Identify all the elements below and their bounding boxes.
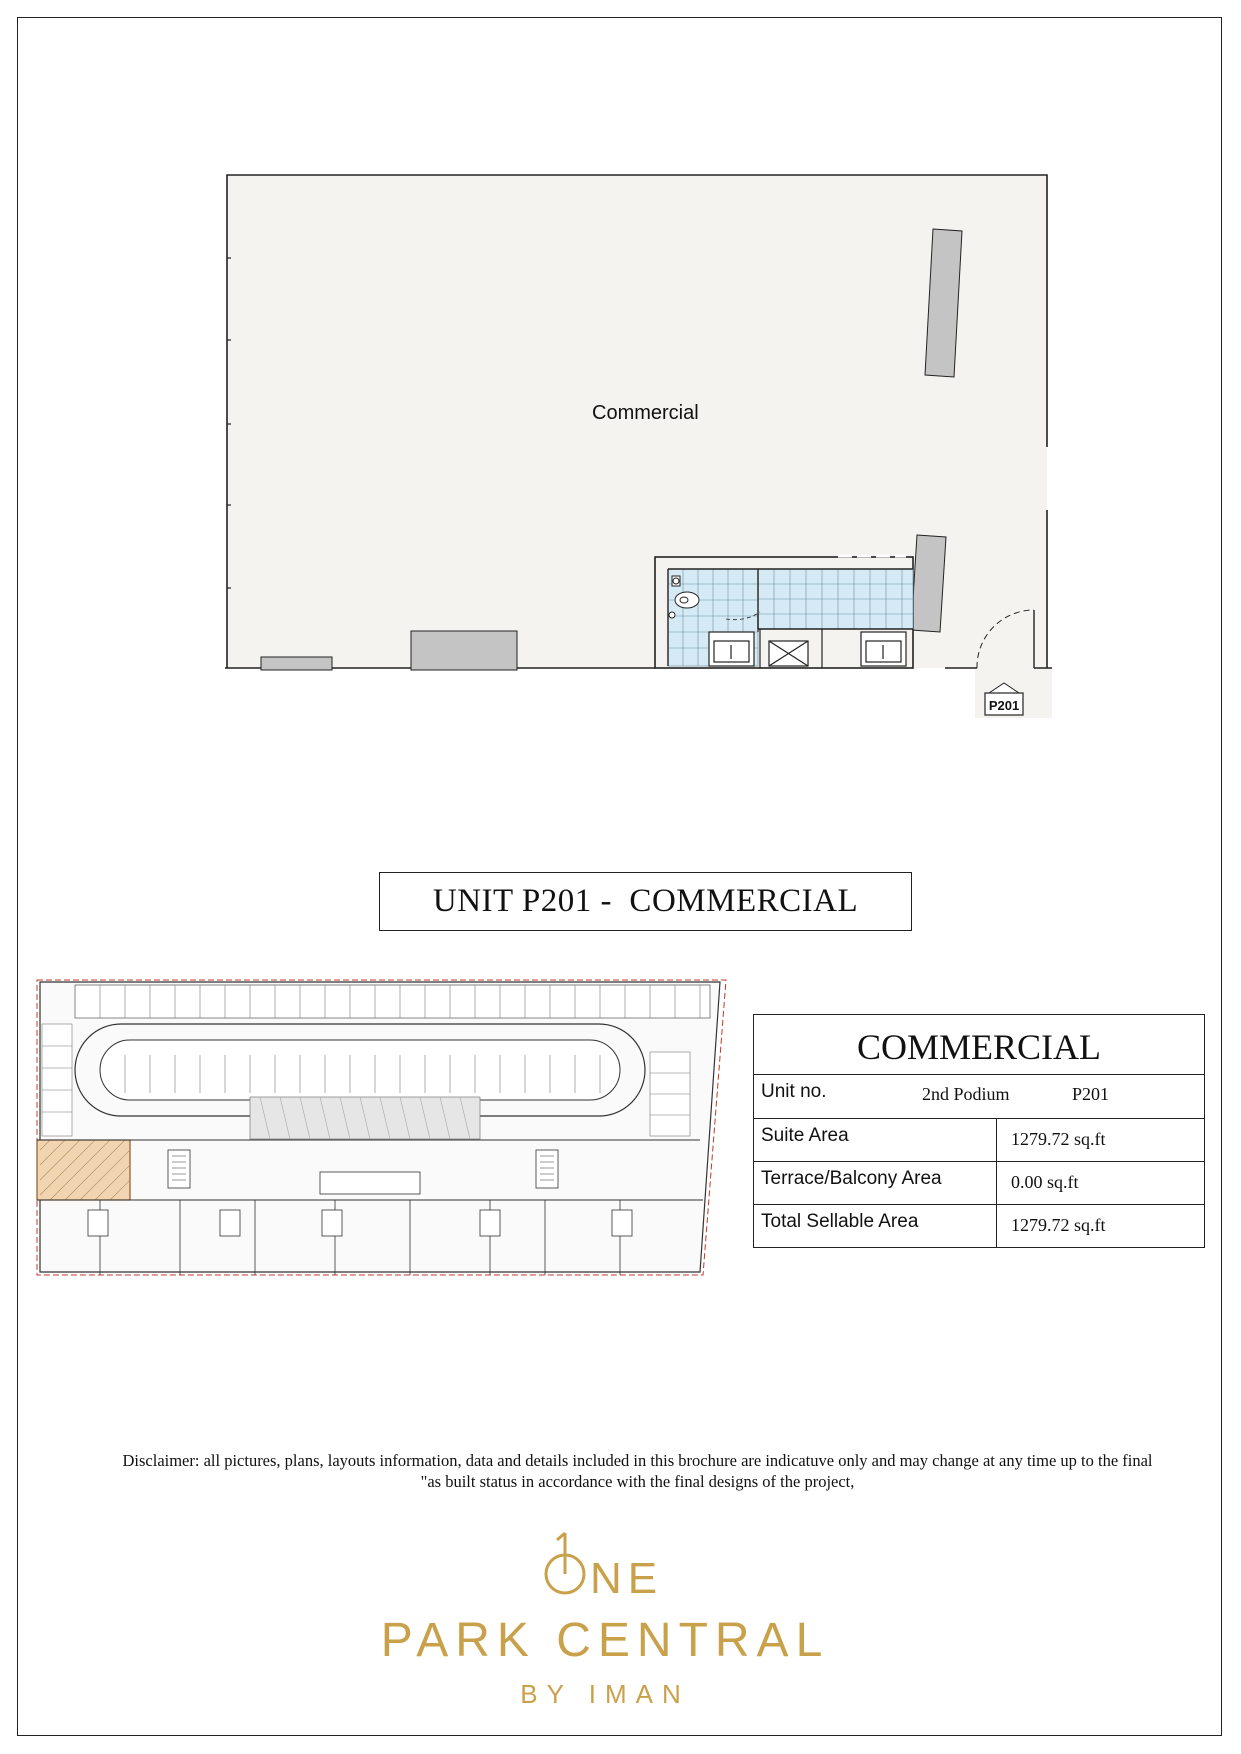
- total-area-value: 1279.72 sq.ft: [997, 1205, 1205, 1248]
- logo-line-2: PARK CENTRAL: [380, 1614, 830, 1667]
- disclaimer-line-1: Disclaimer: all pictures, plans, layouts information, data and details included in this brochure are indicatuve only and may change at any time up to the final: [122, 1451, 1153, 1470]
- unit-number-row: [754, 1075, 1205, 1119]
- column-bottom-left: [261, 657, 332, 670]
- total-area-label: Total Sellable Area: [754, 1205, 997, 1248]
- brand-logo: [370, 1525, 840, 1715]
- terrace-area-label: Terrace/Balcony Area: [754, 1162, 997, 1205]
- suite-area-label: Suite Area: [754, 1119, 997, 1162]
- logo-line-3: BY IMAN: [520, 1679, 690, 1709]
- floor-value: 2nd Podium: [922, 1084, 1010, 1104]
- logo-mark: [546, 1533, 584, 1593]
- table-row: [754, 1205, 1205, 1248]
- parking-row-top: [75, 985, 710, 1018]
- sink-icon: [709, 632, 754, 666]
- disclaimer-line-2: "as built status in accordance with the final designs of the project,: [420, 1472, 855, 1491]
- unit-tag-label: P201: [988, 698, 1020, 713]
- unit-title: UNIT P201 - COMMERCIAL: [379, 872, 912, 931]
- table-heading: COMMERCIAL: [754, 1015, 1205, 1075]
- area-table: [753, 1014, 1205, 1248]
- suite-area-value: 1279.72 sq.ft: [997, 1119, 1205, 1162]
- unit-no-value: P201: [1072, 1084, 1110, 1104]
- table-row: [754, 1119, 1205, 1162]
- table-row: [754, 1162, 1205, 1205]
- shaft-icon: [769, 641, 808, 666]
- terrace-area-value: 0.00 sq.ft: [997, 1162, 1205, 1205]
- sink-icon: [861, 632, 906, 666]
- column-bottom-right: [911, 535, 946, 632]
- unit-floor-plan: [220, 168, 1060, 728]
- logo-line-1: NE: [590, 1554, 664, 1603]
- unit-no-label: Unit no.: [761, 1081, 827, 1102]
- disclaimer: [60, 1450, 1215, 1492]
- key-plan: [30, 972, 730, 1282]
- column-bottom-center: [411, 631, 517, 670]
- room-label: Commercial: [592, 402, 699, 424]
